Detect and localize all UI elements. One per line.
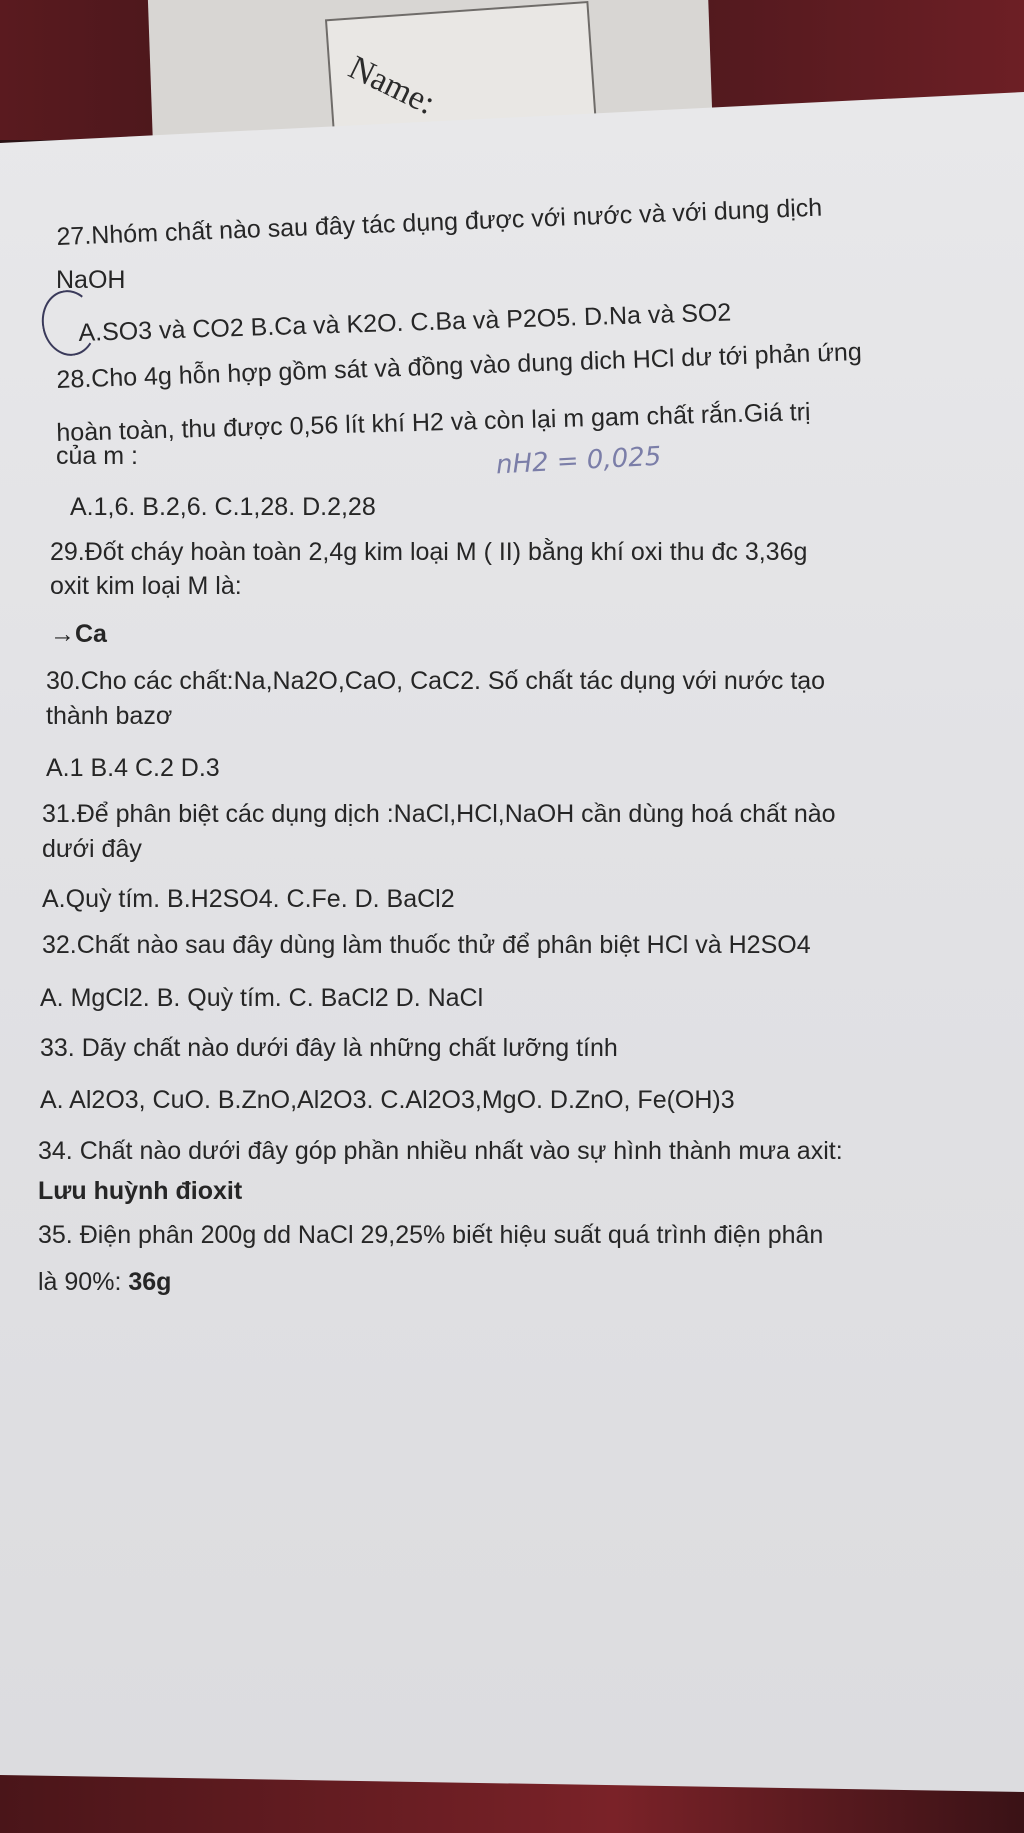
q32-text-line1: 32.Chất nào sau đây dùng làm thuốc thử để phân biệt HCl và H2SO4 (42, 931, 811, 959)
q34-text-line1: 34. Chất nào dưới đây góp phần nhiều nhất vào sự hình thành mưa axit: (38, 1137, 843, 1165)
q35-prefix: là 90%: (38, 1268, 129, 1296)
q28-options: A.1,6. B.2,6. C.1,28. D.2,28 (70, 493, 376, 521)
q31-text-line2: dưới đây (42, 835, 142, 863)
q31-text-line1: 31.Để phân biệt các dụng dịch :NaCl,HCl,NaOH cần dùng hoá chất nào (42, 800, 836, 828)
q28-text-line1: 28.Cho 4g hỗn hợp gồm sát và đồng vào dung dich HCl dư tới phản ứng (56, 337, 863, 394)
q29-text-line1: 29.Đốt cháy hoàn toàn 2,4g kim loại M ( II) bằng khí oxi thu đc 3,36g (50, 538, 808, 566)
q27-text-line2: NaOH (56, 266, 126, 294)
q35-text-line1: 35. Điện phân 200g dd NaCl 29,25% biết hiệu suất quá trình điện phân (38, 1221, 824, 1249)
q28-text-line3: của m : (56, 442, 138, 470)
q30-text-line1: 30.Cho các chất:Na,Na2O,CaO, CaC2. Số chất tác dụng với nước tạo (46, 667, 826, 695)
q33-options: A. Al2O3, CuO. B.ZnO,Al2O3. C.Al2O3,MgO. D.ZnO, Fe(OH)3 (40, 1086, 735, 1114)
q28-handwritten-note: nH2 = 0,025 (495, 441, 662, 481)
q35-answer: 36g (128, 1268, 172, 1296)
q30-text-line2: thành bazơ (46, 702, 173, 730)
q27-text-line1: 27.Nhóm chất nào sau đây tác dụng được với nước và với dung dịch (56, 193, 823, 251)
q35-text-line2 (38, 1267, 171, 1297)
q29-answer: →Ca (50, 620, 107, 648)
q27-options: A.SO3 và CO2 B.Ca và K2O. C.Ba và P2O5. D.Na và SO2 (78, 298, 732, 347)
q31-options: A.Quỳ tím. B.H2SO4. C.Fe. D. BaCl2 (42, 885, 455, 913)
q30-options: A.1 B.4 C.2 D.3 (46, 754, 220, 782)
q29-text-line2: oxit kim loại M là: (50, 572, 242, 600)
q28-text-line2: hoàn toàn, thu được 0,56 lít khí H2 và còn lại m gam chất rắn.Giá trị (56, 397, 811, 447)
q33-text-line1: 33. Dãy chất nào dưới đây là những chất lưỡng tính (40, 1034, 618, 1062)
name-label: Name: (342, 49, 441, 123)
q32-options: A. MgCl2. B. Quỳ tím. C. BaCl2 D. NaCl (40, 984, 484, 1012)
q34-answer: Lưu huỳnh đioxit (38, 1177, 243, 1205)
